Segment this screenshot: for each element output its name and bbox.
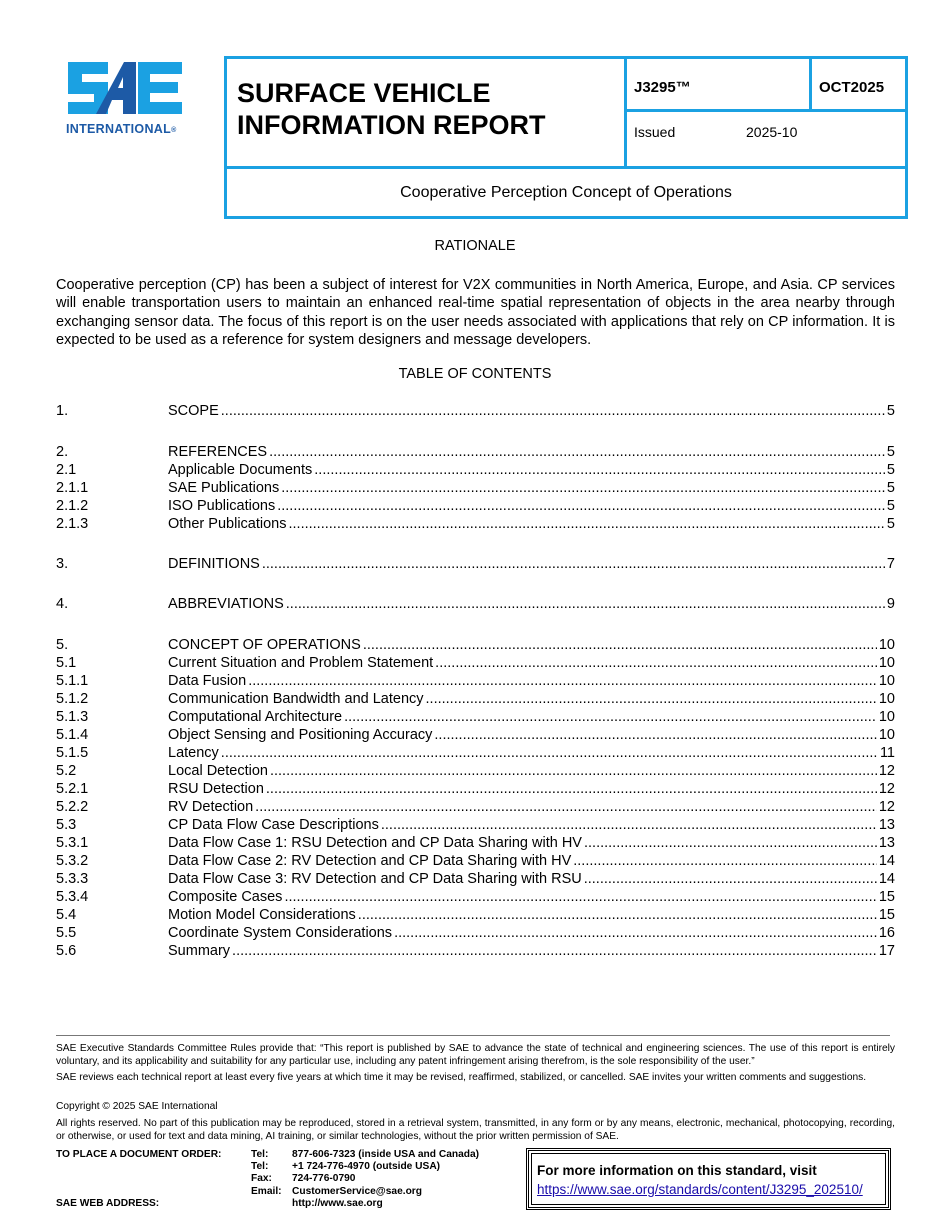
toc-number: 3. — [56, 556, 69, 572]
divider — [624, 109, 908, 112]
toc-number: 2.1.1 — [56, 480, 89, 496]
toc-entry[interactable] — [56, 636, 895, 654]
toc-entry[interactable] — [56, 834, 895, 852]
toc-page: 10 — [878, 709, 895, 725]
toc-entry[interactable] — [56, 672, 895, 690]
toc-title: REFERENCES — [168, 444, 268, 460]
toc-title: ABBREVIATIONS — [168, 596, 284, 612]
divider — [227, 166, 905, 169]
toc-title: Data Fusion — [168, 673, 247, 689]
toc-title: Data Flow Case 3: RV Detection and CP Data Sharing with RSU — [168, 871, 582, 887]
rationale-heading: RATIONALE — [434, 238, 516, 254]
contact-key: Email: — [251, 1186, 282, 1197]
toc-page: 10 — [878, 655, 895, 671]
toc-page: 12 — [878, 763, 895, 779]
document-number: J3295™ — [634, 79, 691, 96]
toc-number: 5.6 — [56, 943, 77, 959]
legal-review-notice: SAE reviews each technical report at least every five years at which time it may be revised, reaffirmed, stabilized, or cancelled. SAE invites your written comments and suggestions. — [56, 1072, 867, 1083]
divider — [624, 59, 627, 166]
toc-heading: TABLE OF CONTENTS — [398, 366, 552, 382]
toc-leader — [270, 762, 877, 780]
toc-leader — [221, 402, 885, 420]
toc-entry[interactable] — [56, 443, 895, 461]
toc-entry[interactable] — [56, 762, 895, 780]
document-type: SURFACE VEHICLE INFORMATION REPORT — [237, 78, 546, 140]
toc-number: 5.3.4 — [56, 889, 89, 905]
toc-page: 13 — [878, 817, 895, 833]
toc-number: 5. — [56, 637, 69, 653]
toc-entry[interactable] — [56, 906, 895, 924]
toc-title: Summary — [168, 943, 231, 959]
toc-page: 5 — [886, 498, 895, 514]
toc-number: 5.3.1 — [56, 835, 89, 851]
toc-title: DEFINITIONS — [168, 556, 260, 572]
toc-page: 5 — [886, 403, 895, 419]
toc-title: SCOPE — [168, 403, 219, 419]
toc-page: 10 — [878, 637, 895, 653]
contact-key: Tel: — [251, 1161, 269, 1172]
web-address-label: SAE WEB ADDRESS: — [56, 1198, 160, 1209]
contact-key: Fax: — [251, 1173, 272, 1184]
toc-leader — [281, 479, 885, 497]
toc-leader — [248, 672, 877, 690]
web-address-link[interactable]: http://www.sae.org — [292, 1198, 383, 1209]
toc-number: 5.3 — [56, 817, 77, 833]
contact-email[interactable]: CustomerService@sae.org — [292, 1186, 422, 1197]
toc-number: 5.1.5 — [56, 745, 89, 761]
toc-leader — [584, 834, 877, 852]
toc-leader — [363, 636, 877, 654]
toc-entry[interactable] — [56, 924, 895, 942]
toc-number: 2.1.2 — [56, 498, 89, 514]
standard-link[interactable]: https://www.sae.org/standards/content/J3295_202510/ — [537, 1182, 863, 1197]
toc-leader — [426, 690, 877, 708]
toc-title: Motion Model Considerations — [168, 907, 356, 923]
toc-leader — [232, 942, 877, 960]
toc-title: Object Sensing and Positioning Accuracy — [168, 727, 433, 743]
toc-leader — [584, 870, 877, 888]
toc-number: 5.1.3 — [56, 709, 89, 725]
order-label: TO PLACE A DOCUMENT ORDER: — [56, 1149, 222, 1160]
toc-number: 5.1.2 — [56, 691, 89, 707]
divider — [809, 59, 812, 109]
toc-page: 5 — [886, 516, 895, 532]
toc-entry[interactable] — [56, 870, 895, 888]
contact-phone-domestic: 877-606-7323 (inside USA and Canada) — [292, 1149, 480, 1160]
toc-number: 5.2.1 — [56, 781, 89, 797]
sae-logo-mark-icon — [66, 60, 184, 116]
toc-entry[interactable] — [56, 479, 895, 497]
toc-entry[interactable] — [56, 654, 895, 672]
toc-title: CONCEPT OF OPERATIONS — [168, 637, 361, 653]
toc-leader — [434, 726, 876, 744]
toc-number: 5.3.2 — [56, 853, 89, 869]
toc-entry[interactable] — [56, 744, 895, 762]
toc-leader — [394, 924, 877, 942]
toc-page: 10 — [878, 727, 895, 743]
toc-title: Other Publications — [168, 516, 287, 532]
toc-title: Local Detection — [168, 763, 268, 779]
toc-leader — [221, 744, 878, 762]
toc-leader — [286, 595, 885, 613]
toc-entry[interactable] — [56, 816, 895, 834]
copyright-notice: Copyright © 2025 SAE International — [56, 1101, 218, 1112]
toc-page: 13 — [878, 835, 895, 851]
toc-number: 4. — [56, 596, 69, 612]
toc-page: 11 — [879, 745, 895, 761]
rights-notice: All rights reserved. No part of this publication may be reproduced, stored in a retrieval system, transmitted, in any form or by any means, electronic, mechanical, photocopying, recording, or otherwise, or used for text and data mining, AI training, or similar technologies, without the prior written permission of SAE. — [56, 1118, 895, 1142]
toc-leader — [314, 461, 885, 479]
toc-page: 5 — [886, 480, 895, 496]
toc-leader — [255, 798, 877, 816]
toc-entry[interactable] — [56, 852, 895, 870]
toc-number: 2.1.3 — [56, 516, 89, 532]
toc-page: 7 — [886, 556, 895, 572]
toc-page: 14 — [878, 853, 895, 869]
toc-leader — [262, 555, 885, 573]
legal-disclaimer: SAE Executive Standards Committee Rules provide that: “This report is published by SAE to advance the state of technical and engineering sciences. The use of this report is entirely voluntary, and its applicability and suitability for any particular use, including any patent infringement arising therefrom, is the sole responsibility of the user.” — [56, 1043, 895, 1067]
contact-phone-intl: +1 724-776-4970 (outside USA) — [292, 1161, 441, 1172]
toc-page: 17 — [878, 943, 895, 959]
footer-divider — [56, 1035, 890, 1036]
toc-number: 5.2.2 — [56, 799, 89, 815]
toc-title: CP Data Flow Case Descriptions — [168, 817, 379, 833]
toc-entry[interactable] — [56, 497, 895, 515]
toc-leader — [266, 780, 877, 798]
toc-entry[interactable] — [56, 690, 895, 708]
toc-number: 5.4 — [56, 907, 77, 923]
contact-key: Tel: — [251, 1149, 269, 1160]
toc-entry[interactable] — [56, 780, 895, 798]
toc-entry[interactable] — [56, 555, 895, 573]
toc-page: 5 — [886, 444, 895, 460]
toc-page: 5 — [886, 462, 895, 478]
toc-leader — [344, 708, 877, 726]
toc-title: Coordinate System Considerations — [168, 925, 393, 941]
toc-page: 9 — [886, 596, 895, 612]
document-date-code: OCT2025 — [819, 79, 885, 96]
toc-entry[interactable] — [56, 942, 895, 960]
logo-subtext: INTERNATIONAL® — [66, 122, 177, 136]
toc-page: 12 — [878, 781, 895, 797]
toc-number: 1. — [56, 403, 69, 419]
toc-title: Current Situation and Problem Statement — [168, 655, 434, 671]
toc-entry[interactable] — [56, 402, 895, 420]
toc-entry[interactable] — [56, 708, 895, 726]
toc-title: Computational Architecture — [168, 709, 343, 725]
toc-entry[interactable] — [56, 515, 895, 533]
toc-title: SAE Publications — [168, 480, 280, 496]
toc-leader — [573, 852, 877, 870]
toc-page: 12 — [878, 799, 895, 815]
toc-page: 10 — [878, 691, 895, 707]
toc-page: 15 — [878, 889, 895, 905]
toc-leader — [284, 888, 876, 906]
toc-entry[interactable] — [56, 798, 895, 816]
toc-page: 10 — [878, 673, 895, 689]
toc-title: Latency — [168, 745, 219, 761]
toc-page: 15 — [878, 907, 895, 923]
toc-leader — [358, 906, 877, 924]
rationale-body: Cooperative perception (CP) has been a subject of interest for V2X communities in North America, Europe, and Asia. CP services will enable transportation users to maintain an enhanced real-time spatial representation of objects in the area nearby through exchanging sensor data. The focus of this report is on the user needs associated with applications that rely on CP information. It is expected to be used as a reference for system designers and message developers. — [56, 277, 895, 348]
toc-title: Applicable Documents — [168, 462, 313, 478]
toc-title: RV Detection — [168, 799, 254, 815]
toc-number: 5.1.4 — [56, 727, 89, 743]
toc-leader — [288, 515, 884, 533]
toc-page: 16 — [878, 925, 895, 941]
toc-number: 5.3.3 — [56, 871, 89, 887]
toc-title: RSU Detection — [168, 781, 264, 797]
toc-entry[interactable] — [56, 888, 895, 906]
toc-leader — [269, 443, 885, 461]
toc-title: Data Flow Case 1: RSU Detection and CP Data Sharing with HV — [168, 835, 582, 851]
issued-value: 2025-10 — [746, 124, 798, 140]
toc-leader — [381, 816, 877, 834]
document-title: Cooperative Perception Concept of Operations — [400, 184, 732, 201]
toc-number: 5.2 — [56, 763, 77, 779]
toc-number: 5.5 — [56, 925, 77, 941]
info-box-text: For more information on this standard, visit — [537, 1163, 817, 1178]
toc-title: Data Flow Case 2: RV Detection and CP Data Sharing with HV — [168, 853, 572, 869]
standard-info-box — [526, 1148, 891, 1210]
toc-number: 5.1.1 — [56, 673, 89, 689]
issued-label: Issued — [634, 124, 676, 140]
toc-number: 5.1 — [56, 655, 77, 671]
toc-entry[interactable] — [56, 726, 895, 744]
toc-entry[interactable] — [56, 461, 895, 479]
contact-fax: 724-776-0790 — [292, 1173, 356, 1184]
toc-number: 2. — [56, 444, 69, 460]
toc-leader — [277, 497, 885, 515]
toc-title: Communication Bandwidth and Latency — [168, 691, 424, 707]
toc-number: 2.1 — [56, 462, 77, 478]
sae-logo — [66, 60, 190, 136]
toc-title: ISO Publications — [168, 498, 276, 514]
toc-title: Composite Cases — [168, 889, 283, 905]
document-header-box — [224, 56, 908, 219]
toc-leader — [435, 654, 877, 672]
toc-page: 14 — [878, 871, 895, 887]
toc-entry[interactable] — [56, 595, 895, 613]
